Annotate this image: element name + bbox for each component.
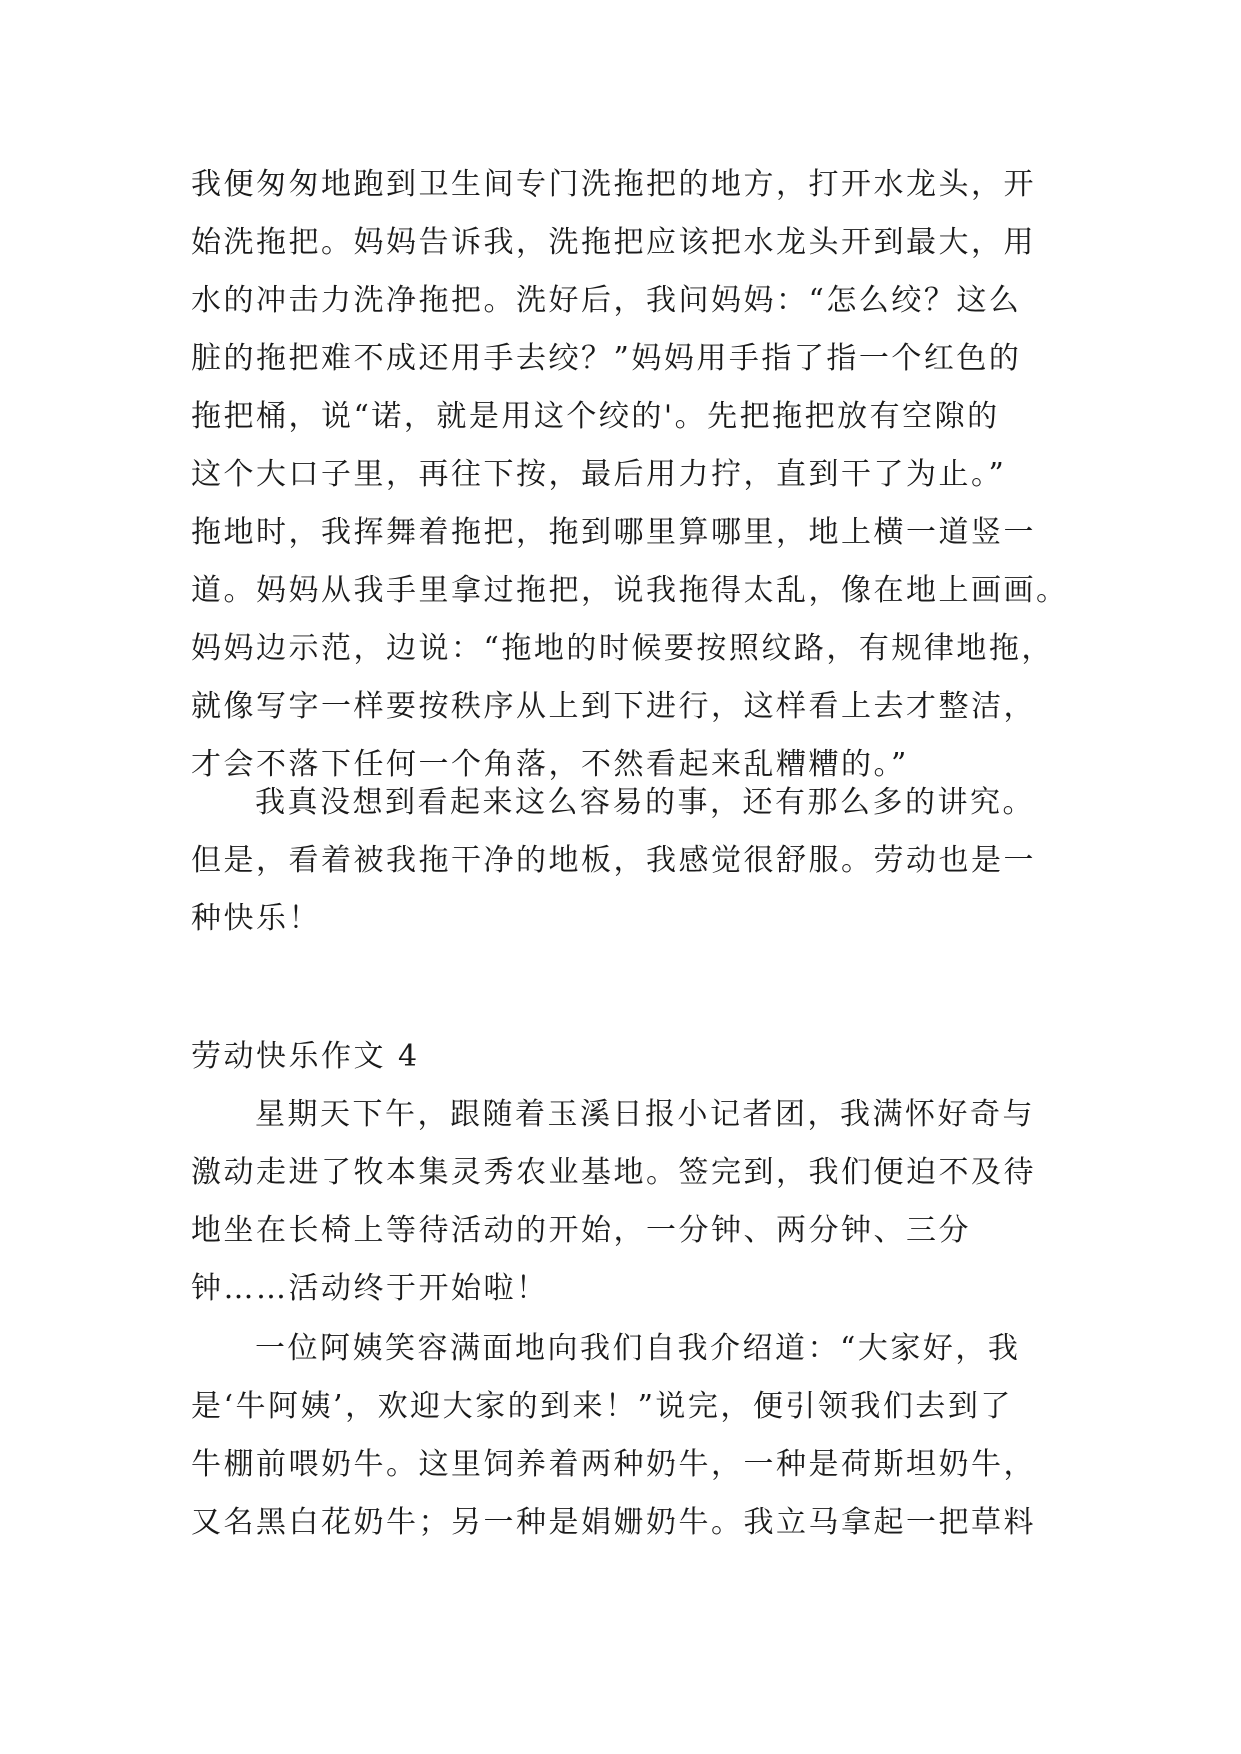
text-line: 拖把桶，说“诺，就是用这个绞的'。先把拖把放有空隙的 <box>191 399 1000 434</box>
text-line: 我便匆匆地跑到卫生间专门洗拖把的地方，打开水龙头，开 <box>191 167 1036 202</box>
text-line: 道。妈妈从我手里拿过拖把，说我拖得太乱，像在地上画画。 <box>191 573 1069 608</box>
text-line: 地坐在长椅上等待活动的开始，一分钟、两分钟、三分 <box>191 1213 971 1248</box>
paragraph-farm-visit <box>191 1086 1051 1318</box>
text-line: 但是，看着被我拖干净的地板，我感觉很舒服。劳动也是一 <box>191 843 1036 878</box>
text-line: 脏的拖把难不成还用手去绞？”妈妈用手指了指一个红色的 <box>191 341 1022 376</box>
text-line: 星期天下午，跟随着玉溪日报小记者团，我满怀好奇与 <box>255 1097 1035 1132</box>
paragraph-mopping-process <box>191 156 1069 794</box>
text-line: 是‘牛阿姨’，欢迎大家的到来！”说完，便引领我们去到了 <box>191 1389 1013 1424</box>
text-line: 才会不落下任何一个角落，不然看起来乱糟糟的。” <box>191 747 909 782</box>
paragraph-cow-feeding <box>191 1320 1051 1552</box>
text-line: 钟……活动终于开始啦！ <box>191 1271 549 1306</box>
text-line: 拖地时，我挥舞着拖把，拖到哪里算哪里，地上横一道竖一 <box>191 515 1036 550</box>
text-line: 一位阿姨笑容满面地向我们自我介绍道：“大家好，我 <box>255 1331 1021 1366</box>
text-line: 妈妈边示范，边说：“拖地的时候要按照纹路，有规律地拖， <box>191 631 1054 666</box>
paragraph-reflection <box>191 774 1051 948</box>
text-line: 我真没想到看起来这么容易的事，还有那么多的讲究。 <box>255 785 1035 820</box>
text-line: 这个大口子里，再往下按，最后用力拧，直到干了为止。” <box>191 457 1007 492</box>
text-line: 激动走进了牧本集灵秀农业基地。签完到，我们便迫不及待 <box>191 1155 1036 1190</box>
essay-title: 劳动快乐作文 4 <box>191 1039 420 1074</box>
text-line: 就像写字一样要按秩序从上到下进行，这样看上去才整洁， <box>191 689 1036 724</box>
text-line: 始洗拖把。妈妈告诉我，洗拖把应该把水龙头开到最大，用 <box>191 225 1036 260</box>
text-line: 牛棚前喂奶牛。这里饲养着两种奶牛，一种是荷斯坦奶牛， <box>191 1447 1036 1482</box>
text-line: 种快乐！ <box>191 901 321 936</box>
text-line: 水的冲击力洗净拖把。洗好后，我问妈妈：“怎么绞？这么 <box>191 283 1022 318</box>
text-line: 又名黑白花奶牛；另一种是娟姗奶牛。我立马拿起一把草料 <box>191 1505 1036 1540</box>
